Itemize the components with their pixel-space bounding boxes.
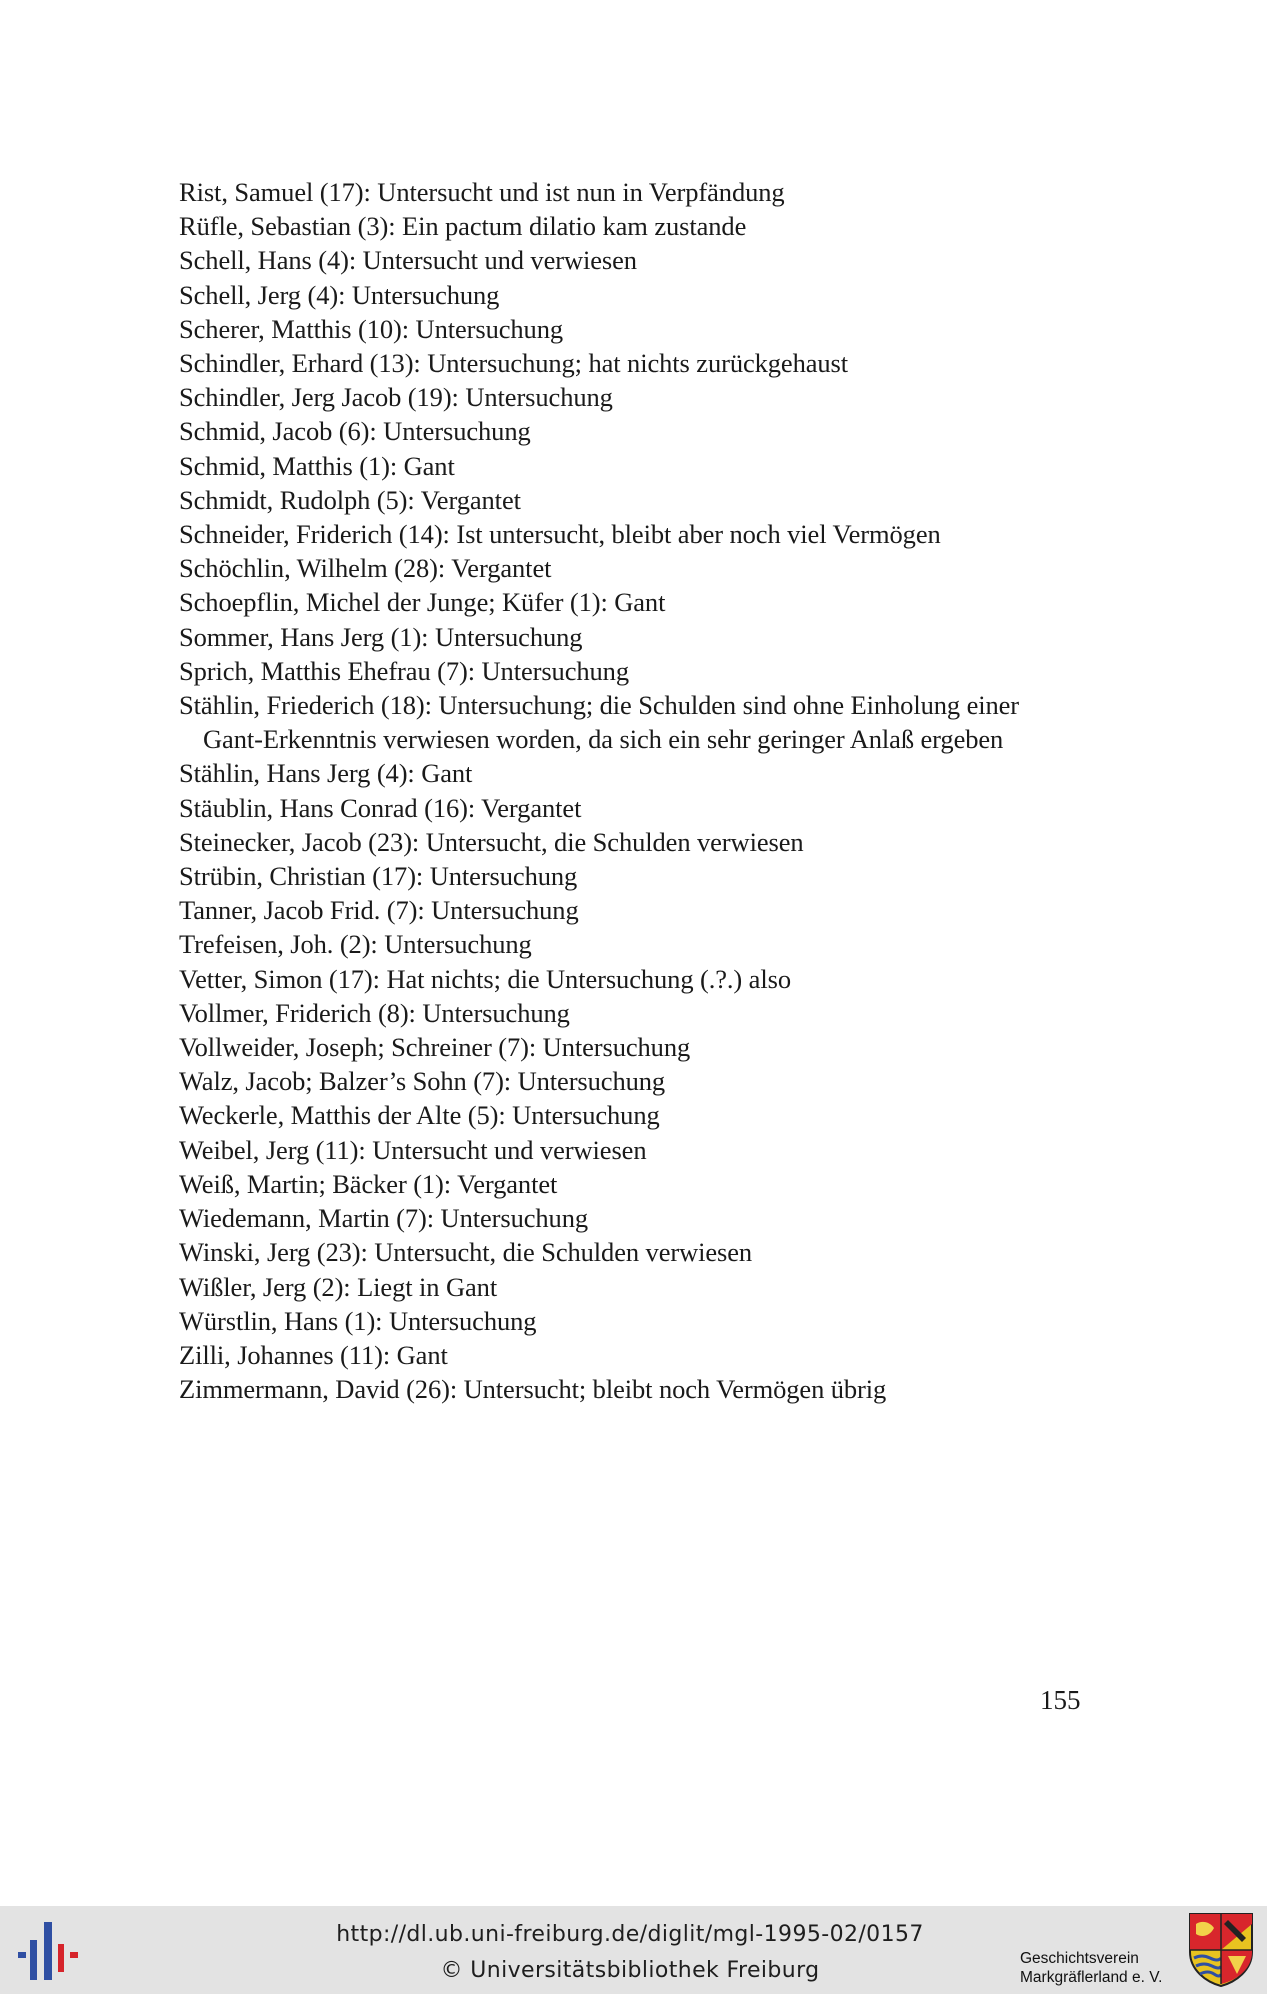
footer-bar xyxy=(0,1906,1267,1994)
list-item: Walz, Jacob; Balzer’s Sohn (7): Untersuchung xyxy=(179,1066,666,1097)
list-item: Rist, Samuel (17): Untersucht und ist nun in Verpfändung xyxy=(179,177,785,207)
list-item xyxy=(179,688,1119,756)
list-item: Wißler, Jerg (2): Liegt in Gant xyxy=(179,1271,498,1302)
society-line-2: Markgräflerland e. V. xyxy=(1020,1969,1163,1986)
list-item: Schoepflin, Michel der Junge; Küfer (1): Gant xyxy=(179,587,666,618)
list-item: Zimmermann, David (26): Untersucht; bleibt noch Vermögen übrig xyxy=(179,1374,887,1405)
list-item: Weibel, Jerg (11): Untersucht und verwiesen xyxy=(179,1134,647,1165)
list-item: Tanner, Jacob Frid. (7): Untersuchung xyxy=(179,895,579,926)
list-item: Stählin, Hans Jerg (4): Gant xyxy=(179,758,473,789)
list-item: Trefeisen, Joh. (2): Untersuchung xyxy=(179,929,532,960)
list-item: Sprich, Matthis Ehefrau (7): Untersuchung xyxy=(179,655,629,686)
list-item: Strübin, Christian (17): Untersuchung xyxy=(179,861,578,892)
list-item: Schindler, Jerg Jacob (19): Untersuchung xyxy=(179,382,613,413)
list-item: Vollmer, Friderich (8): Untersuchung xyxy=(179,997,570,1028)
entry-list xyxy=(179,175,1119,1406)
list-item: Schmid, Matthis (1): Gant xyxy=(179,450,455,481)
list-item: Schell, Jerg (4): Untersuchung xyxy=(179,279,500,310)
list-item: Schöchlin, Wilhelm (28): Vergantet xyxy=(179,553,552,584)
society-line-1: Geschichtsverein xyxy=(1020,1950,1139,1967)
list-item: Wiedemann, Martin (7): Untersuchung xyxy=(179,1203,589,1234)
list-item: Schindler, Erhard (13): Untersuchung; hat nichts zurückgehaust xyxy=(179,348,849,379)
list-item: Winski, Jerg (23): Untersucht, die Schulden verwiesen xyxy=(179,1237,753,1268)
list-item: Weckerle, Matthis der Alte (5): Untersuchung xyxy=(179,1100,660,1131)
list-item: Vetter, Simon (17): Hat nichts; die Untersuchung (.?.) also xyxy=(179,963,791,994)
list-item: Schmid, Jacob (6): Untersuchung xyxy=(179,416,531,447)
list-item: Würstlin, Hans (1): Untersuchung xyxy=(179,1305,537,1336)
coat-of-arms-icon xyxy=(1188,1912,1254,1988)
footer-copyright: © Universitätsbibliothek Freiburg xyxy=(440,1958,820,1983)
list-item: Scherer, Matthis (10): Untersuchung xyxy=(179,313,564,344)
footer-url-link[interactable]: http://dl.ub.uni-freiburg.de/diglit/mgl-1995-02/0157 xyxy=(336,1922,924,1947)
list-item: Sommer, Hans Jerg (1): Untersuchung xyxy=(179,621,583,652)
list-item: Rüfle, Sebastian (3): Ein pactum dilatio kam zustande xyxy=(179,211,747,242)
ub-freiburg-logo-icon[interactable] xyxy=(14,1918,84,1984)
list-item: Stäublin, Hans Conrad (16): Vergantet xyxy=(179,792,582,823)
page-number: 155 xyxy=(1040,1685,1081,1715)
list-item: Schneider, Friderich (14): Ist untersucht, bleibt aber noch viel Vermögen xyxy=(179,519,941,550)
list-item: Weiß, Martin; Bäcker (1): Vergantet xyxy=(179,1168,558,1199)
list-item: Steinecker, Jacob (23): Untersucht, die Schulden verwiesen xyxy=(179,826,804,857)
entry-continuation: Gant-Erkenntnis verwiesen worden, da sich ein sehr geringer Anlaß ergeben xyxy=(203,724,1004,755)
list-item: Schmidt, Rudolph (5): Vergantet xyxy=(179,484,521,515)
entry-text: Stählin, Friederich (18): Untersuchung; die Schulden sind ohne Einholung einer xyxy=(179,690,1020,721)
list-item: Vollweider, Joseph; Schreiner (7): Untersuchung xyxy=(179,1032,691,1063)
list-item: Schell, Hans (4): Untersucht und verwiesen xyxy=(179,245,637,276)
list-item: Zilli, Johannes (11): Gant xyxy=(179,1339,448,1370)
society-name xyxy=(1020,1949,1162,1987)
